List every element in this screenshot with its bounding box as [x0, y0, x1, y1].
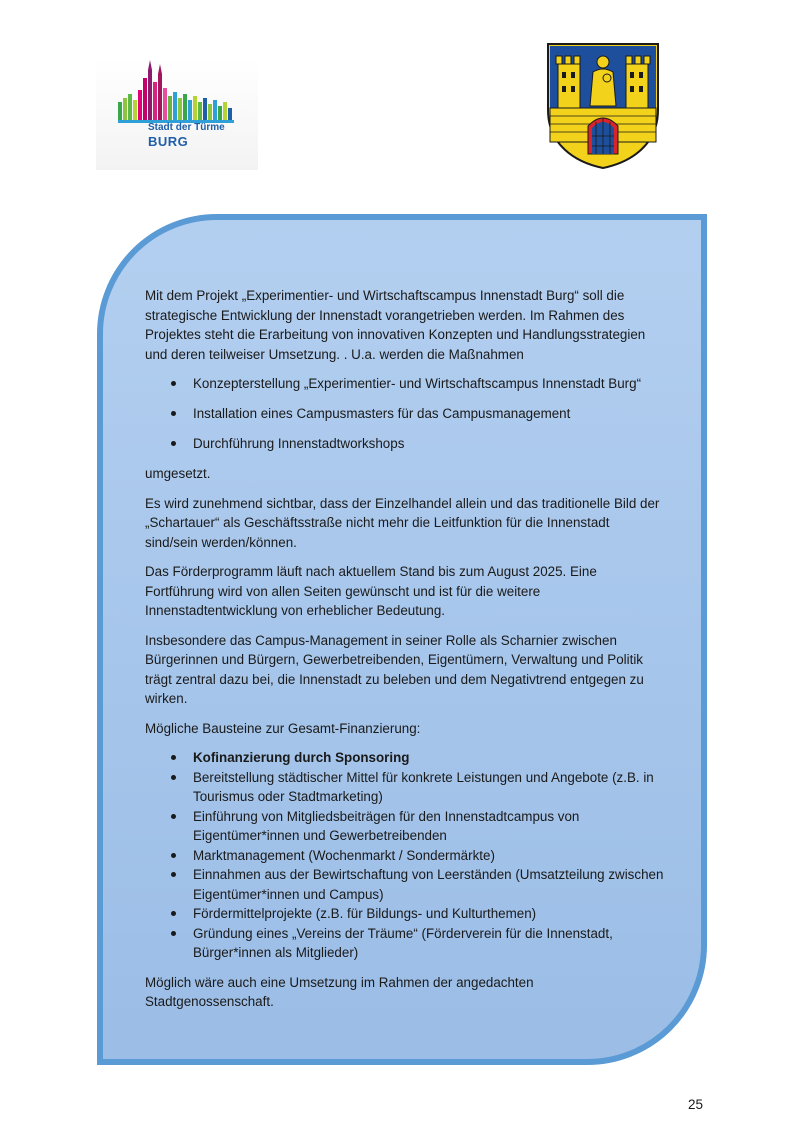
- list-item: Einnahmen aus der Bewirtschaftung von Leerständen (Umsatzteilung zwischen Eigentümer*innen und Campus): [145, 865, 665, 904]
- bullet-icon: [171, 381, 176, 386]
- skyline-icon: [96, 58, 258, 130]
- list-item: Einführung von Mitgliedsbeiträgen für den Innenstadtcampus von Eigentümer*innen und Gewerbetreibenden: [145, 807, 665, 846]
- bullet-icon: [171, 931, 176, 936]
- funding-list: [145, 748, 665, 963]
- bullet-icon: [171, 411, 176, 416]
- bullet-icon: [171, 755, 176, 760]
- intro-paragraph: Mit dem Projekt „Experimentier- und Wirtschaftscampus Innenstadt Burg“ soll die strategische Entwicklung der Innenstadt vorangetrieben werden. Im Rahmen des Projektes steht die Erarbeitung von innovativen Konzepten und Handlungsstrategien und deren teilweiser Umsetzung. . U.a. werden die Maßnahmen: [145, 288, 646, 362]
- bullet-icon: [171, 911, 176, 916]
- bullet-icon: [171, 814, 176, 819]
- list-item: Fördermittelprojekte (z.B. für Bildungs- und Kulturthemen): [145, 904, 665, 924]
- list-item: Durchführung Innenstadtworkshops: [145, 434, 665, 454]
- bullet-icon: [171, 775, 176, 780]
- bullet-icon: [171, 872, 176, 877]
- list-item: Installation eines Campusmasters für das Campusmanagement: [145, 404, 665, 424]
- measures-list: [145, 374, 665, 454]
- list-item: Marktmanagement (Wochenmarkt / Sondermärkte): [145, 846, 665, 866]
- list-item: Konzepterstellung „Experimentier- und Wirtschaftscampus Innenstadt Burg“: [145, 374, 665, 394]
- funding-heading: Mögliche Bausteine zur Gesamt-Finanzierung:: [145, 720, 421, 736]
- list-item: Kofinanzierung durch Sponsoring: [145, 748, 665, 768]
- logo-tagline: Stadt der Türme: [148, 122, 225, 133]
- retail-paragraph: Es wird zunehmend sichtbar, dass der Einzelhandel allein und das traditionelle Bild der „Schartauer“ als Geschäftsstraße nicht mehr die Leitfunktion für die Innenstadt sind/sein werden/können.: [145, 495, 660, 550]
- program-paragraph: Das Förderprogramm läuft nach aktuellem Stand bis zum August 2025. Eine Fortführung wird von allen Seiten gewünscht und ist für die weitere Innenstadtentwicklung von erheblicher Bedeutung.: [145, 564, 597, 618]
- coat-of-arms-icon: [546, 42, 660, 170]
- bullet-icon: [171, 441, 176, 446]
- list-item: Gründung eines „Vereins der Träume“ (Förderverein für die Innenstadt, Bürger*innen als Mitglieder): [145, 924, 665, 963]
- document-body: [145, 286, 665, 1022]
- closing-paragraph: Möglich wäre auch eine Umsetzung im Rahmen der angedachten Stadtgenossenschaft.: [145, 974, 534, 1009]
- logo-city-name: BURG: [148, 134, 189, 149]
- bullet-icon: [171, 853, 176, 858]
- implemented-text: umgesetzt.: [145, 466, 211, 481]
- campus-paragraph: Insbesondere das Campus-Management in seiner Rolle als Scharnier zwischen Bürgerinnen und Bürgern, Gewerbetreibenden, Eigentümern, Verwaltung und Politik trägt zentral dazu bei, die Innenstadt zu beleben und dem Negativtrend entgegen zu wirken.: [145, 632, 644, 706]
- list-item: Bereitstellung städtischer Mittel für konkrete Leistungen und Angebote (z.B. in Tourismus oder Stadtmarketing): [145, 768, 665, 807]
- city-logo: [96, 58, 258, 170]
- page-number: 25: [688, 1097, 704, 1112]
